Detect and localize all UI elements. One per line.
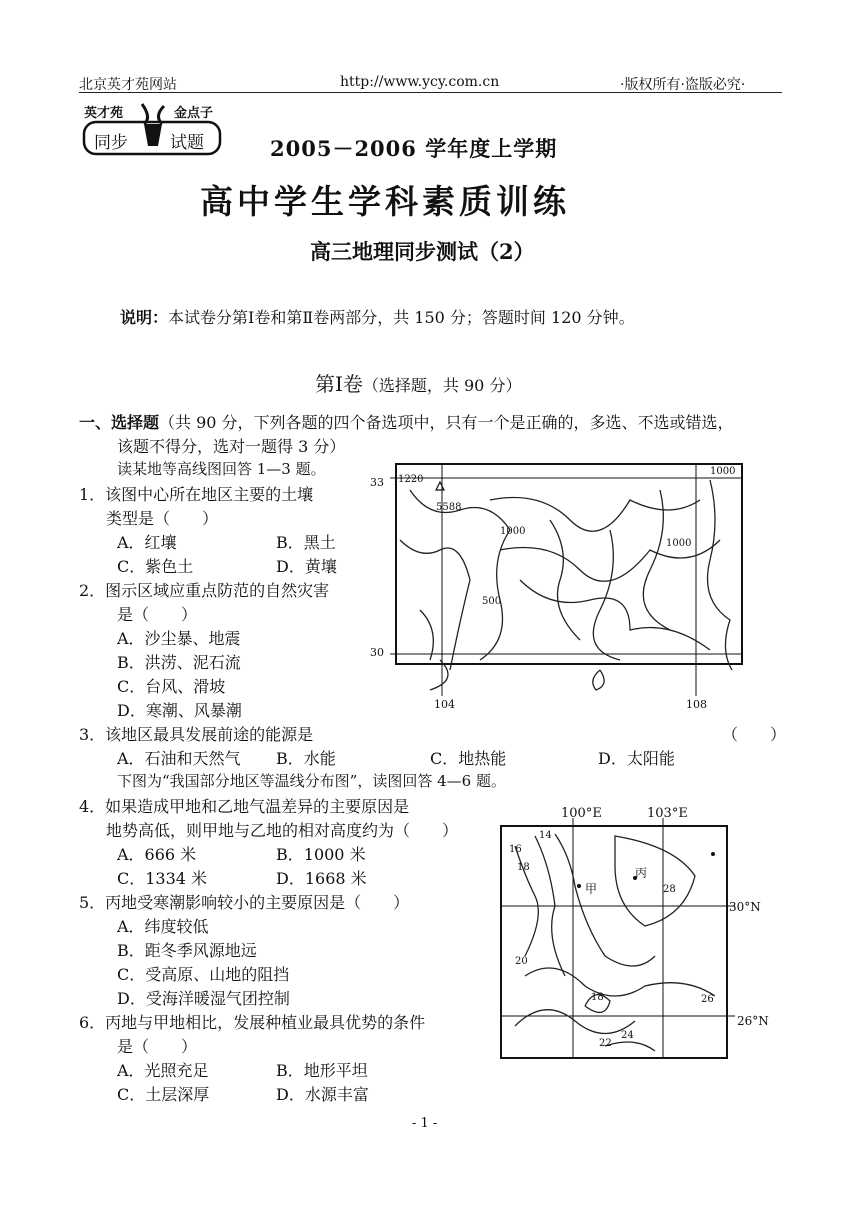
instructions-text: 本试卷分第Ⅰ卷和第Ⅱ卷两部分，共 150 分；答题时间 120 分钟。 xyxy=(168,308,635,327)
isotherm-label: 18 xyxy=(591,992,604,1003)
logo-text: 同步 xyxy=(94,133,128,153)
option: D．受海洋暖湿气团控制 xyxy=(117,989,290,1008)
lat-label: 26°N xyxy=(737,1014,769,1028)
lon-label: 100°E xyxy=(561,806,602,821)
isotherm-label: 26 xyxy=(701,994,714,1005)
option: A．光照充足 xyxy=(117,1061,209,1080)
page-number: - 1 - xyxy=(412,1116,438,1131)
contour-label: 500 xyxy=(482,596,502,607)
instructions-label: 说明： xyxy=(120,308,169,327)
contour-label: 1000 xyxy=(710,466,736,477)
option: B．地形平坦 xyxy=(276,1061,368,1080)
section-label: 第Ⅰ卷 xyxy=(315,372,363,396)
year-title: 2005－2006 学年度上学期 xyxy=(270,136,558,161)
option: A．红壤 xyxy=(117,533,177,552)
lon-label: 103°E xyxy=(647,806,688,821)
question-5: 5．丙地受寒潮影响较小的主要原因是（ ） xyxy=(79,893,410,912)
isotherm-label: 14 xyxy=(539,830,552,841)
question-6: 6．丙地与甲地相比，发展种植业最具优势的条件 xyxy=(79,1013,426,1032)
sub-title: 高三地理同步测试（2） xyxy=(310,239,535,264)
option: C．紫色土 xyxy=(117,557,194,576)
option: D．黄壤 xyxy=(276,557,337,576)
place-label: 甲 xyxy=(585,882,598,896)
option: C．地热能 xyxy=(430,749,507,768)
answer-paren: （ ） xyxy=(722,725,787,744)
question-4: 4．如果造成甲地和乙地气温差异的主要原因是 xyxy=(79,797,410,816)
contour-label: 1000 xyxy=(666,538,692,549)
logo-text: 试题 xyxy=(170,133,204,153)
section-heading xyxy=(315,368,521,397)
question-3: 3．该地区最具发展前途的能源是 xyxy=(79,725,314,744)
question-2: 2．图示区域应重点防范的自然灾害 xyxy=(79,581,330,600)
question-4-cont: 地势高低，则甲地与乙地的相对高度约为（ ） xyxy=(106,821,459,840)
option: B．洪涝、泥石流 xyxy=(117,653,241,672)
question-1-cont: 类型是（ ） xyxy=(106,509,219,528)
option: A．666 米 xyxy=(117,845,197,864)
header-rule xyxy=(79,92,782,93)
isotherm-label: 16 xyxy=(509,844,522,855)
option: D．太阳能 xyxy=(598,749,675,768)
part-desc-cont: 该题不得分，选对一题得 3 分） xyxy=(117,437,346,456)
lon-label: 108 xyxy=(686,698,707,711)
option: D．1668 米 xyxy=(276,869,367,888)
option: B．1000 米 xyxy=(276,845,366,864)
option: B．水能 xyxy=(276,749,336,768)
option: D．水源丰富 xyxy=(276,1085,369,1104)
part-heading xyxy=(79,410,734,433)
logo xyxy=(82,100,224,158)
option: A．纬度较低 xyxy=(117,917,209,936)
header-url[interactable]: http://www.ycy.com.cn xyxy=(340,74,500,90)
isotherm-map xyxy=(495,806,775,1064)
contour-label: 1000 xyxy=(500,526,526,537)
question-6-cont: 是（ ） xyxy=(117,1037,198,1056)
part-desc: （共 90 分，下列各题的四个备选项中，只有一个是正确的，多选、不选或错选， xyxy=(159,413,734,432)
logo-text: 英才苑 xyxy=(84,106,124,121)
option: C．台风、滑坡 xyxy=(117,677,226,696)
isotherm-label: 24 xyxy=(621,1030,634,1041)
option: D．寒潮、风暴潮 xyxy=(117,701,242,720)
peak-label: 5588 xyxy=(436,502,462,513)
question-1: 1．该图中心所在地区主要的土壤 xyxy=(79,485,314,504)
isotherm-label: 22 xyxy=(599,1038,612,1049)
contour-label: 1220 xyxy=(398,474,424,485)
option: B．距冬季风源地远 xyxy=(117,941,257,960)
header-left: 北京英才苑网站 xyxy=(79,77,177,93)
lon-label: 104 xyxy=(434,698,455,711)
header-right: ·版权所有·盗版必究· xyxy=(620,77,746,93)
part-label: 一、选择题 xyxy=(79,413,160,432)
question-2-cont: 是（ ） xyxy=(117,605,198,624)
option: B．黑土 xyxy=(276,533,336,552)
section-sub: （选择题，共 90 分） xyxy=(362,376,522,395)
lat-label: 33 xyxy=(370,476,384,489)
main-title: 高中学生学科素质训练 xyxy=(200,182,570,221)
isotherm-label: 20 xyxy=(515,956,528,967)
option: C．1334 米 xyxy=(117,869,208,888)
contour-map xyxy=(370,460,750,710)
intro-text: 读某地等高线图回答 1—3 题。 xyxy=(117,460,326,478)
option: A．石油和天然气 xyxy=(117,749,241,768)
isotherm-label: 28 xyxy=(663,884,676,895)
logo-text: 金点子 xyxy=(174,106,214,121)
place-label: 丙 xyxy=(635,866,648,880)
option: C．受高原、山地的阻挡 xyxy=(117,965,290,984)
intro-text: 下图为“我国部分地区等温线分布图”，读图回答 4—6 题。 xyxy=(117,772,506,790)
lat-label: 30°N xyxy=(729,900,761,914)
lat-label: 30 xyxy=(370,646,384,659)
instructions xyxy=(120,305,635,328)
option: C．土层深厚 xyxy=(117,1085,210,1104)
isotherm-label: 18 xyxy=(517,862,530,873)
option: A．沙尘暴、地震 xyxy=(117,629,241,648)
